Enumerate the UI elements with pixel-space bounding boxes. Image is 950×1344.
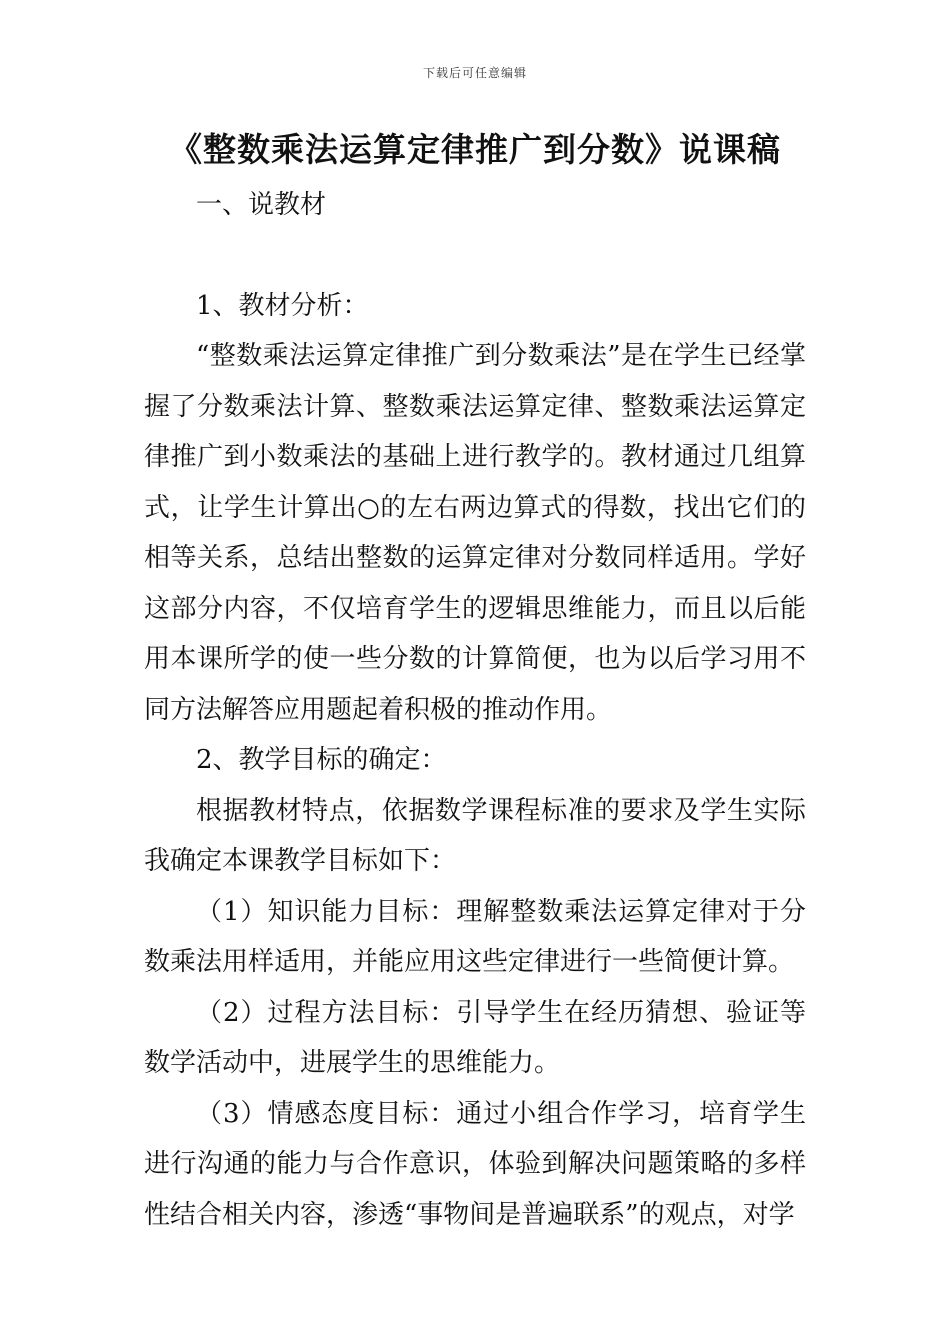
document-body [144, 180, 806, 1240]
paragraph-material-analysis: “整数乘法运算定律推广到分数乘法”是在学生已经掌握了分数乘法计算、整数乘法运算定律、整数乘法运算定律推广到小数乘法的基础上进行教学的。教材通过几组算式，让学生计算出○的左右两边算式的得数，找出它们的相等关系，总结出整数的运算定律对分数同样适用。学好这部分内容，不仅培育学生的逻辑思维能力，而且以后能用本课所学的使一些分数的计算简便，也为以后学习用不同方法解答应用题起着积极的推动作用。 [144, 341, 806, 725]
goal-knowledge-ability: （1）知识能力目标：理解整数乘法运算定律对于分数乘法用样适用，并能应用这些定律进行一些简便计算。 [144, 896, 806, 977]
subheading-teaching-goals: 2、教学目标的确定： [196, 745, 447, 775]
goal-emotion-attitude: （3）情感态度目标：通过小组合作学习，培育学生进行沟通的能力与合作意识，体验到解决问题策略的多样性结合相关内容，渗透“事物间是普遍联系”的观点，对学 [144, 1098, 806, 1230]
section-heading-teaching-material: 一、说教材 [196, 190, 327, 220]
subheading-material-analysis: 1、教材分析： [196, 290, 369, 321]
goal-process-method: （2）过程方法目标：引导学生在经历猜想、验证等数学活动中，进展学生的思维能力。 [144, 997, 806, 1078]
header-note: 下载后可任意编辑 [422, 66, 527, 80]
paragraph-goals-intro: 根据教材特点，依据数学课程标准的要求及学生实际我确定本课教学目标如下： [144, 795, 806, 876]
document-title: 《整数乘法运算定律推广到分数》说课稿 [169, 130, 781, 169]
